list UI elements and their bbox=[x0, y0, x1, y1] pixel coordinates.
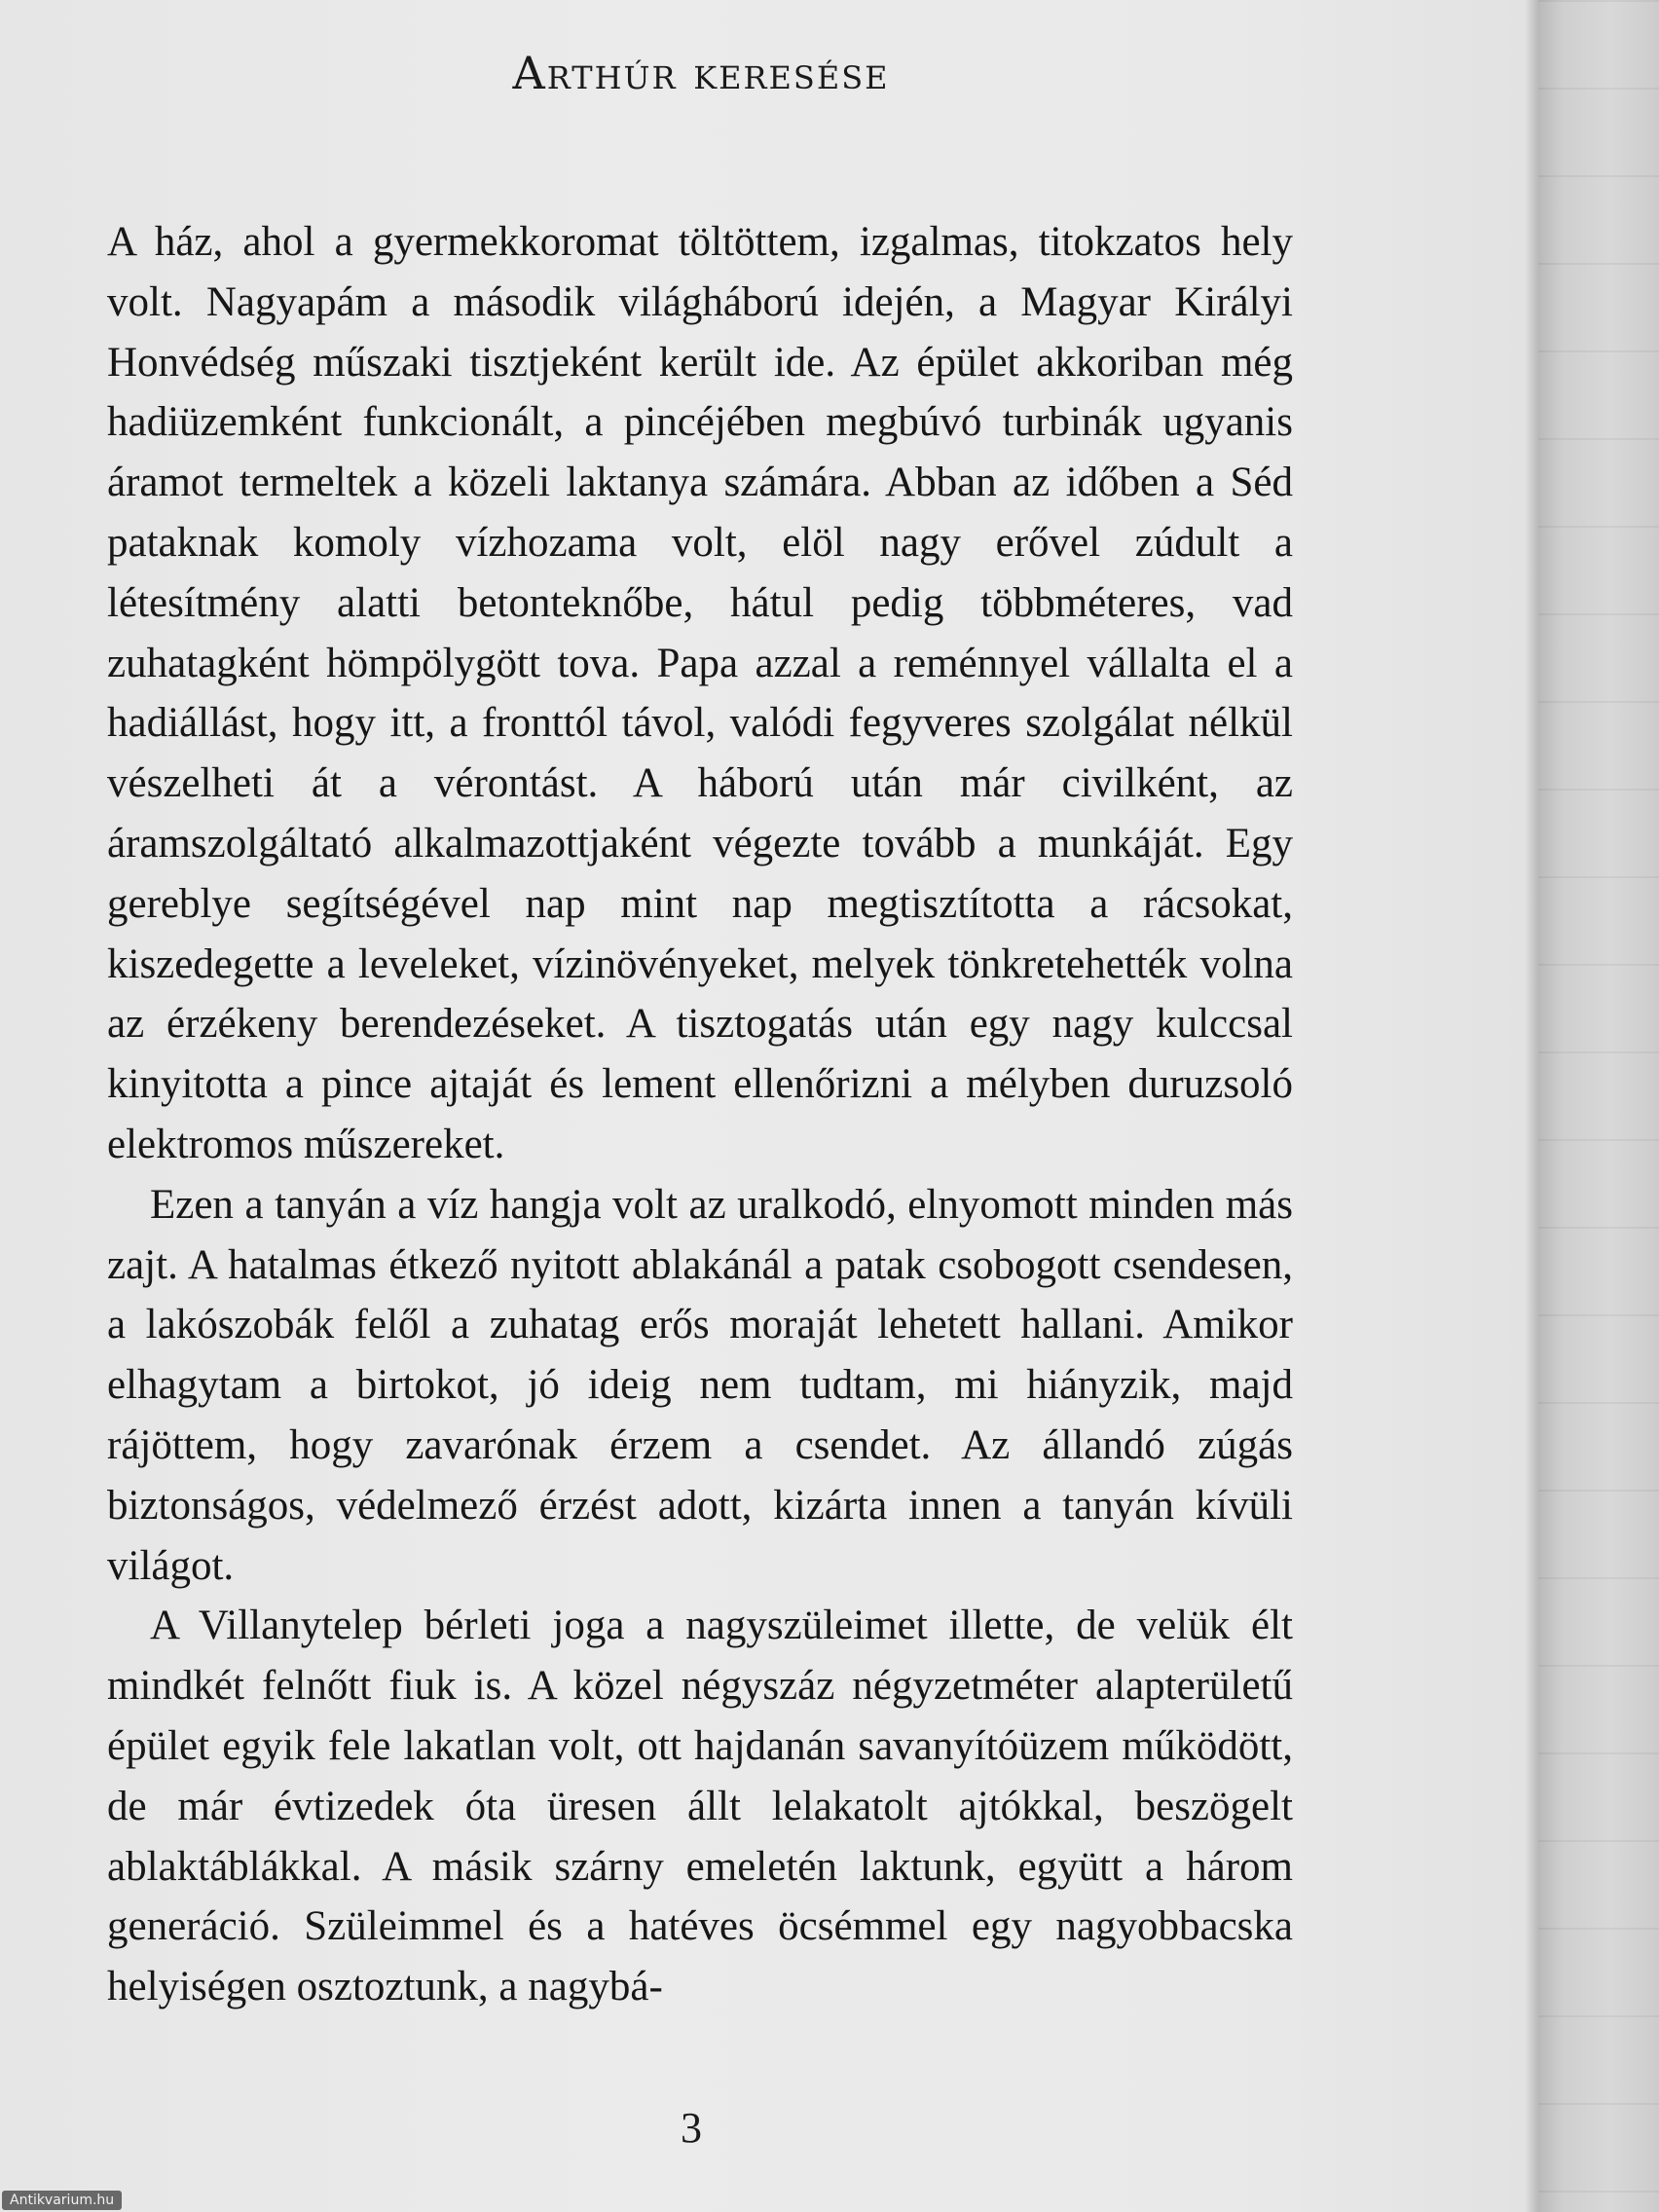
underlying-page-edge bbox=[1538, 0, 1659, 2212]
paragraph-3: A Villanytelep bérleti joga a nagyszüleimet illette, de velük élt mindkét felnőtt fiuk is. A közel négyszáz négyzetméter alapterületű épület egyik fele lakatlan volt, ott hajdanán savanyítóüzem működött, de már évtizedek óta üresen állt lelakatolt ajtókkal, beszögelt ablaktáblákkal. A másik szárny emeletén laktunk, együtt a három generáció. Szüleimmel és a hatéves öcsémmel egy nagyobbacska helyiségen osztoztunk, a nagybá- bbox=[107, 1603, 1293, 2010]
page-number: 3 bbox=[681, 2104, 702, 2152]
paragraph-1: A ház, ahol a gyermekkoromat töltöttem, izgalmas, titokzatos hely volt. Nagyapám a második világháború idején, a Magyar Királyi Honvédség műszaki tisztjeként került ide. Az épület akkoriban még hadiüzemként funkcionált, a pincéjében megbúvó turbinák ugyanis áramot termeltek a közeli laktanya számára. Abban az időben a Séd pataknak komoly vízhozama volt, elöl nagy erővel zúdult a létesítmény alatti betonteknőbe, hátul pedig többméteres, vad zuhatagként hömpölygött tova. Papa azzal a reménnyel vállalta el a hadiállást, hogy itt, a fronttól távol, valódi fegyveres szolgálat nélkül vészelheti át a vérontást. A háború után már civilként, az áramszolgáltató alkalmazottjaként végezte tovább a munkáját. Egy gereblye segítségével nap mint nap megtisztította a rácsokat, kiszedegette a leveleket, vízinövényeket, melyek tönkretehették volna az érzékeny berendezéseket. A tisztogatás után egy nagy kulccsal kinyitotta a pince ajtaját és lement ellenőrizni a mélyben duruzsoló elektromos műszereket. bbox=[107, 219, 1293, 1167]
source-watermark: Antikvarium.hu bbox=[2, 2191, 122, 2210]
page-edge-shadow bbox=[1525, 0, 1538, 2212]
body-text bbox=[107, 212, 1293, 2017]
running-header: Arthúr keresése bbox=[512, 47, 890, 99]
paragraph-2: Ezen a tanyán a víz hangja volt az uralkodó, elnyomott minden más zajt. A hatalmas étkező nyitott ablakánál a patak csobogott csendesen, a lakószobák felől a zuhatag erős moraját lehetett hallani. Amikor elhagytam a birtokot, jó ideig nem tudtam, mi hiányzik, majd rájöttem, hogy zavarónak érzem a csendet. Az állandó zúgás biztonságos, védelmező érzést adott, kizárta innen a tanyán kívüli világot. bbox=[107, 1181, 1293, 1589]
